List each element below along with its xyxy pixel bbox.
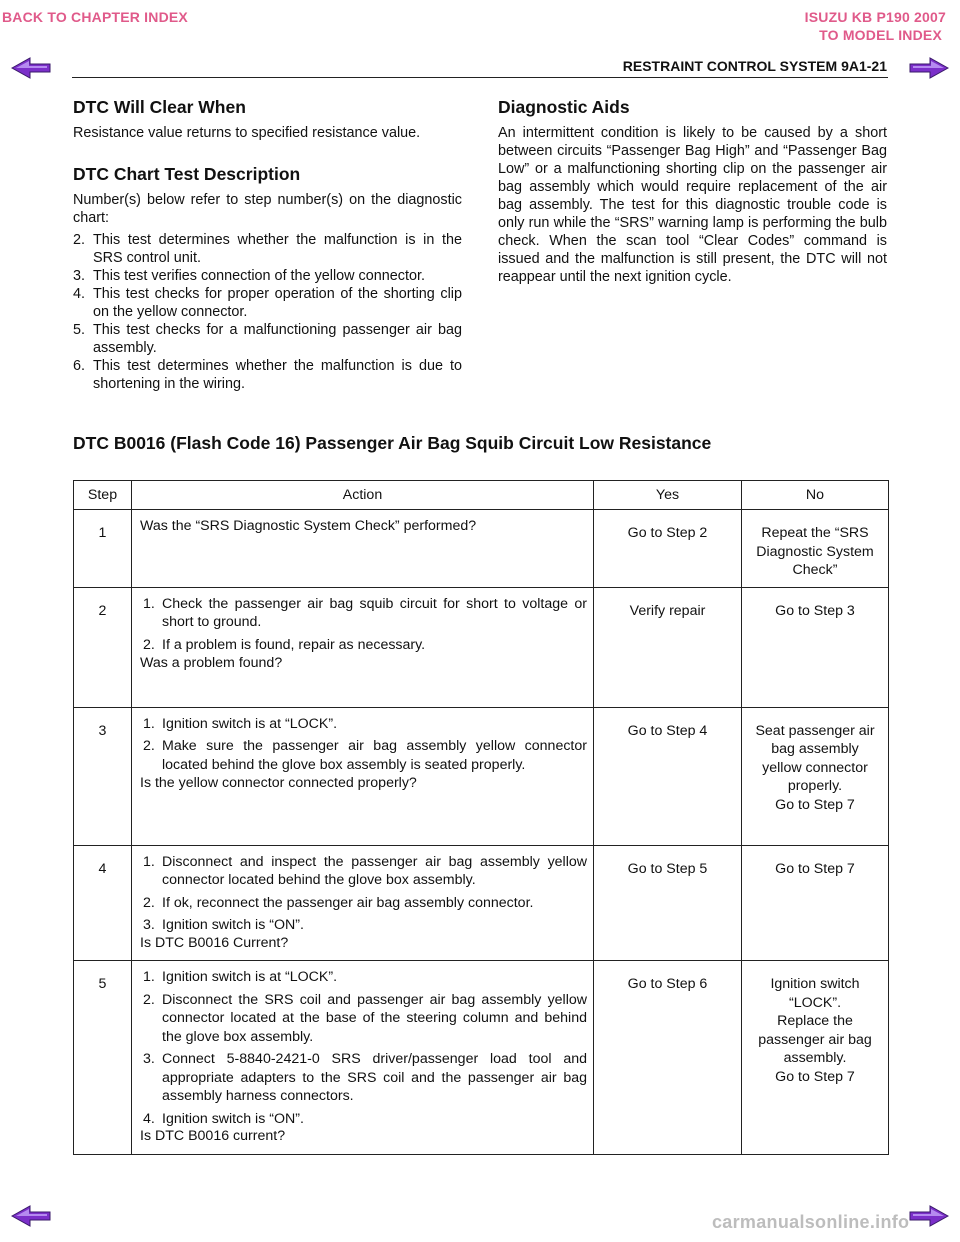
- page-header-title: RESTRAINT CONTROL SYSTEM 9A1-21: [622, 58, 887, 74]
- yes-cell: Go to Step 4: [594, 707, 742, 845]
- action-cell: [132, 587, 594, 707]
- header-rule: [72, 77, 888, 78]
- no-cell-line: Seat passenger air bag assembly yellow connector properly.: [755, 722, 875, 794]
- dtc-table-title: DTC B0016 (Flash Code 16) Passenger Air Bag Squib Circuit Low Resistance: [73, 433, 712, 453]
- dtc-will-clear-text: Resistance value returns to specified resistance value.: [73, 125, 421, 141]
- back-to-chapter-index-link[interactable]: BACK TO CHAPTER INDEX: [2, 9, 188, 25]
- action-question: Is DTC B0016 Current?: [140, 934, 289, 951]
- no-column-header: No: [742, 481, 889, 510]
- next-page-arrow-icon[interactable]: [908, 1204, 950, 1228]
- no-cell-line: Go to Step 3: [775, 602, 855, 619]
- no-cell: [742, 587, 889, 707]
- list-item: 4. This test checks for proper operation of the shorting clip on the yellow connector.: [73, 286, 462, 320]
- left-column: [73, 97, 462, 393]
- action-steps-list: [140, 595, 587, 655]
- no-cell-line: Repeat the “SRS Diagnostic System Check”: [756, 525, 874, 578]
- table-row: [74, 510, 889, 588]
- previous-page-arrow-icon[interactable]: [10, 1204, 52, 1228]
- model-title-link[interactable]: ISUZU KB P190 2007: [804, 9, 946, 25]
- no-cell: [742, 961, 889, 1155]
- step-number: 3: [74, 707, 132, 845]
- no-cell-line: Go to Step 7: [775, 796, 855, 813]
- dtc-chart-heading: DTC Chart Test Description: [73, 164, 301, 184]
- list-item: 6. This test determines whether the malfunction is due to shortening in the wiring.: [73, 358, 462, 392]
- step-number: 4: [74, 845, 132, 961]
- list-item: 4. Ignition switch is “ON”.: [143, 1110, 304, 1127]
- action-column-header: Action: [132, 481, 594, 510]
- yes-cell: Go to Step 2: [594, 510, 742, 588]
- table-row: [74, 707, 889, 845]
- list-item: 1. Check the passenger air bag squib circuit for short to voltage or short to ground.: [143, 595, 587, 630]
- no-cell: [742, 707, 889, 845]
- yes-cell: Verify repair: [594, 587, 742, 707]
- list-item: 1. Disconnect and inspect the passenger air bag assembly yellow connector located behind the glove box assembly.: [143, 853, 587, 888]
- action-cell: [132, 845, 594, 961]
- step-number: 2: [74, 587, 132, 707]
- no-cell-line: Ignition switch “LOCK”.: [770, 976, 860, 1011]
- yes-cell: Go to Step 5: [594, 845, 742, 961]
- list-item: 3. This test verifies connection of the yellow connector.: [73, 268, 425, 284]
- no-cell-line: Go to Step 7: [775, 1068, 855, 1085]
- action-question: Was a problem found?: [140, 655, 283, 671]
- dtc-will-clear-heading: DTC Will Clear When: [73, 97, 246, 117]
- list-item: 3. Ignition switch is “ON”.: [143, 917, 304, 933]
- previous-page-arrow-icon[interactable]: [10, 56, 52, 80]
- step-number: 5: [74, 961, 132, 1155]
- table-row: [74, 961, 889, 1155]
- table-header-row: [74, 481, 889, 510]
- action-cell: [132, 961, 594, 1155]
- next-page-arrow-icon[interactable]: [908, 56, 950, 80]
- action-steps-list: [140, 853, 587, 935]
- step-number: 1: [74, 510, 132, 588]
- list-item: 5. This test checks for a malfunctioning passenger air bag assembly.: [73, 322, 462, 356]
- list-item: 2. This test determines whether the malfunction is in the SRS control unit.: [73, 232, 462, 266]
- step-column-header: Step: [74, 481, 132, 510]
- list-item: 3. Connect 5-8840-2421-0 SRS driver/passenger load tool and appropriate adapters to the SRS coil and the passenger air bag assembly harness connectors.: [143, 1051, 587, 1104]
- list-item: 1. Ignition switch is at “LOCK”.: [143, 715, 338, 732]
- dtc-chart-intro: Number(s) below refer to step number(s) on the diagnostic chart:: [73, 192, 462, 226]
- action-question: Is the yellow connector connected properly?: [140, 775, 417, 791]
- test-description-list: [73, 231, 462, 393]
- right-column: [498, 97, 887, 286]
- list-item: 2. If a problem is found, repair as necessary.: [143, 636, 426, 653]
- to-model-index-link[interactable]: TO MODEL INDEX: [819, 27, 942, 43]
- action-question: Is DTC B0016 current?: [140, 1128, 286, 1144]
- no-cell-line: Replace the passenger air bag assembly.: [758, 1013, 872, 1066]
- yes-cell: Go to Step 6: [594, 961, 742, 1155]
- yes-column-header: Yes: [594, 481, 742, 510]
- watermark-text: carmanualsonline.info: [712, 1212, 910, 1232]
- list-item: 2. Disconnect the SRS coil and passenger air bag assembly yellow connector located at the base of the steering column and behind the glove box assembly.: [143, 991, 587, 1045]
- action-question: Was the “SRS Diagnostic System Check” performed?: [140, 518, 477, 534]
- diagnostic-aids-text: An intermittent condition is likely to be caused by a short between circuits “Passenger Bag High” and “Passenger Bag Low” or a malfunctioning shorting clip on the passenger air bag assembly which would require replacement of the air bag assembly. The test for this diagnostic trouble code is only run while the “SRS” warning lamp is performing the bulb check. When the scan tool “Clear Codes” command is issued and the malfunction is still present, the DTC will not reappear until the next ignition cycle.: [498, 125, 887, 285]
- list-item: 2. Make sure the passenger air bag assembly yellow connector located behind the glove box assembly is seated properly.: [143, 738, 587, 773]
- diagnostic-table: [73, 480, 889, 1155]
- action-steps-list: [140, 968, 587, 1128]
- list-item: 1. Ignition switch is at “LOCK”.: [143, 969, 338, 985]
- action-steps-list: [140, 715, 587, 775]
- table-row: [74, 845, 889, 961]
- table-row: [74, 587, 889, 707]
- no-cell: [742, 845, 889, 961]
- diagnostic-aids-heading: Diagnostic Aids: [498, 97, 630, 117]
- action-cell: [132, 707, 594, 845]
- action-cell: [132, 510, 594, 588]
- no-cell: [742, 510, 889, 588]
- list-item: 2. If ok, reconnect the passenger air bag assembly connector.: [143, 894, 534, 911]
- no-cell-line: Go to Step 7: [775, 860, 855, 877]
